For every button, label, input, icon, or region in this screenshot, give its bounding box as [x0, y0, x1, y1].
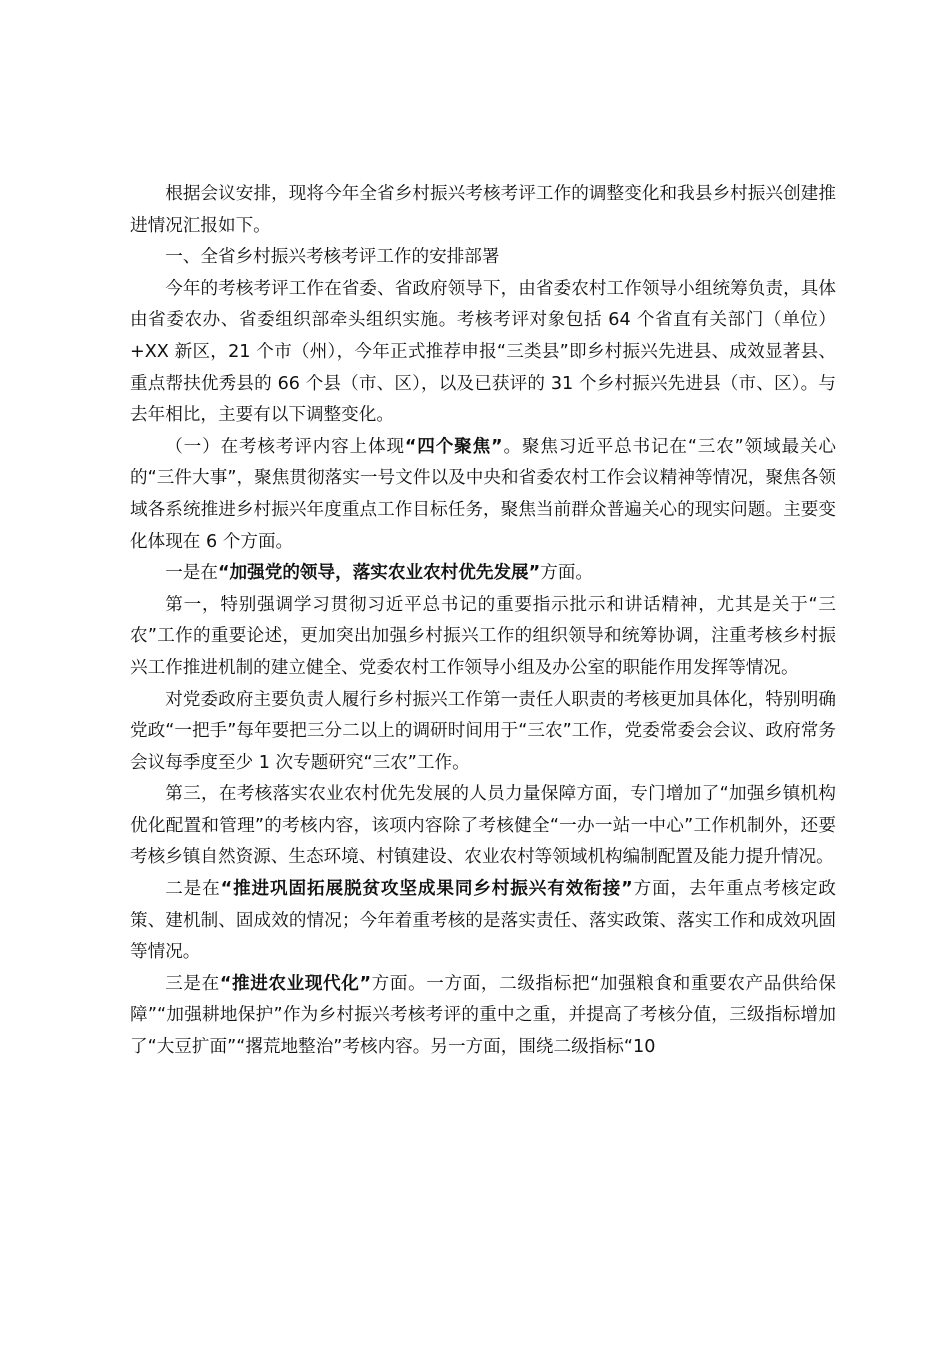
- paragraph-text: 。聚焦习近平总书记在“三农”领域最关心的“三件大事”，聚焦贯彻落实一号文件以及中央和省委农村工作会议精神等情况，聚焦各领域各系统推进乡村振兴年度重点工作目标任务，聚焦当前群众普遍关心的现实问题。主要变化体现在 6 个方面。: [130, 436, 836, 552]
- bold-phrase: “四个聚焦”: [404, 436, 503, 457]
- bold-phrase: “推进农业现代化”: [219, 973, 372, 994]
- paragraph-point-three: [130, 969, 836, 1064]
- document-body: [130, 179, 836, 1064]
- paragraph-leaders: [130, 685, 836, 780]
- bold-phrase: “推进巩固拓展脱贫攻坚成果同乡村振兴有效衔接”: [220, 879, 633, 900]
- paragraph-text: 二是在: [165, 879, 221, 900]
- paragraph-first: [130, 590, 836, 685]
- bold-phrase: “加强党的领导，落实农业农村优先发展”: [217, 563, 541, 584]
- heading-text: 一、全省乡村振兴考核考评工作的安排部署: [165, 247, 500, 268]
- paragraph-four-focuses: [130, 432, 836, 558]
- paragraph-text: 根据会议安排，现将今年全省乡村振兴考核考评工作的调整变化和我县乡村振兴创建推进情况汇报如下。: [130, 184, 836, 236]
- paragraph-text: 对党委政府主要负责人履行乡村振兴工作第一责任人职责的考核更加具体化，特别明确党政“一把手”每年要把三分二以上的调研时间用于“三农”工作，党委常委会会议、政府常务会议每季度至少 1 次专题研究“三农”工作。: [130, 689, 836, 773]
- paragraph-third: [130, 779, 836, 874]
- paragraph-point-two: [130, 874, 836, 969]
- paragraph-text: 一是在: [165, 563, 218, 584]
- paragraph-text: 方面。: [540, 563, 594, 584]
- paragraph-text: （一）在考核考评内容上体现: [165, 436, 405, 457]
- paragraph-text: 今年的考核考评工作在省委、省政府领导下，由省委农村工作领导小组统筹负责，具体由省委农办、省委组织部牵头组织实施。考核考评对象包括 64 个省直有关部门（单位）+XX 新区，21 个市（州），今年正式推荐申报“三类县”即乡村振兴先进县、成效显著县、重点帮扶优秀县的 66 个县（市、区），以及已获评的 31 个乡村振兴先进县（市、区）。与去年相比，主要有以下调整变化。: [130, 278, 836, 426]
- paragraph-overview: [130, 274, 836, 432]
- paragraph-intro: [130, 179, 836, 242]
- paragraph-text: 方面。一方面，二级指标把“加强粮食和重要农产品供给保障”“加强耕地保护”作为乡村振兴考核考评的重中之重，并提高了考核分值，三级指标增加了“大豆扩面”“撂荒地整治”考核内容。另一方面，围绕二级指标“10: [130, 973, 836, 1058]
- paragraph-text: 第三，在考核落实农业农村优先发展的人员力量保障方面，专门增加了“加强乡镇机构优化配置和管理”的考核内容，该项内容除了考核健全“一办一站一中心”工作机制外，还要考核乡镇自然资源、生态环境、村镇建设、农业农村等领域机构编制配置及能力提升情况。: [130, 784, 836, 868]
- paragraph-text: 三是在: [165, 973, 220, 994]
- paragraph-text: 第一，特别强调学习贯彻习近平总书记的重要指示批示和讲话精神，尤其是关于“三农”工作的重要论述，更加突出加强乡村振兴工作的组织领导和统筹协调，注重考核乡村振兴工作推进机制的建立健全、党委农村工作领导小组及办公室的职能作用发挥等情况。: [130, 594, 836, 678]
- paragraph-point-one: [130, 558, 836, 590]
- paragraph-text: 方面，去年重点考核定政策、建机制、固成效的情况；今年着重考核的是落实责任、落实政策、落实工作和成效巩固等情况。: [130, 879, 836, 963]
- section-heading-1: [130, 242, 836, 274]
